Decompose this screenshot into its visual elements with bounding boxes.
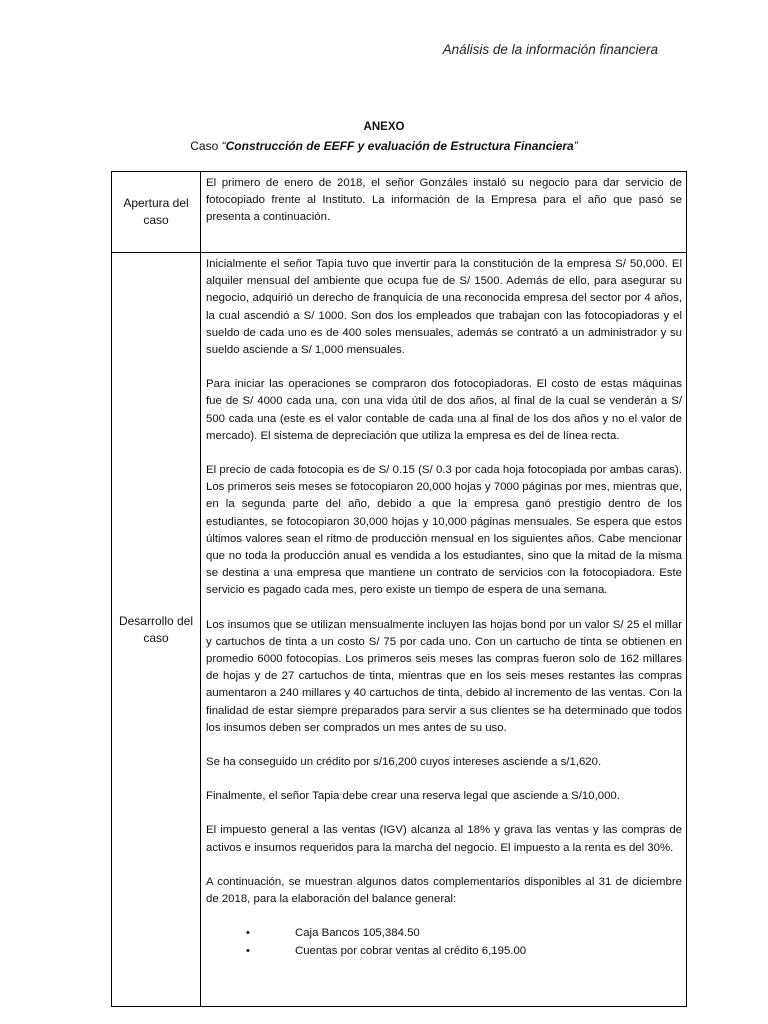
quote-open: “ [221,139,226,153]
list-item [246,943,682,960]
case-title [0,139,768,153]
annex-title: ANEXO [363,121,405,133]
paragraph-pricing: El precio de cada fotocopia es de S/ 0.15 (S/ 0.3 por cada hoja fotocopiada por ambas caras). Los primeros seis meses se fotocopiaron 20,000 hojas y 7000 páginas por mes, mientras que, en la segunda parte del año, debido a que la empresa ganó prestigio dentro de los estudiantes, se fotocopiaron 30,000 hojas y 10,000 páginas mensuales. Se espera que estos últimos valores sean el ritmo de producción mensual en los siguientes años. Cabe mencionar que no toda la producción anual es vendida a los estudiantes, sino que la mitad de la misma se destina a una empresa que mantiene un contrato de servicios con la fotocopiadora. Este servicio es pagado cada mes, pero existe un tiempo de espera de una semana. [206,464,682,597]
paragraph-balance-intro: A continuación, se muestran algunos datos complementarios disponibles al 31 de diciembre de 2018, para la elaboración del balance general: [206,875,682,906]
quote-close: ” [573,139,578,153]
paragraph-supplies: Los insumos que se utilizan mensualmente incluyen las hojas bond por un valor S/ 25 el millar y cartuchos de tinta a un costo S/ 75 por cada uno. Con un cartucho de tinta se obtienen en promedio 6000 fotocopias. Los primeros seis meses las compras fueron solo de 162 millares de hojas y de 27 cartuchos de tinta, mientras que en los seis meses restantes las compras aumentaron a 240 millares y 40 cartuchos de tinta, debido al incremento de las ventas. Con la finalidad de estar siempre preparados para servir a sus clientes se ha determinado que todos los insumos deben ser comprados un mes antes de su uso. [206,618,682,734]
row-content-desarrollo [201,253,687,1007]
paragraph-photocopiers: Para iniciar las operaciones se compraron dos fotocopiadoras. El costo de estas máquinas fue de S/ 4000 cada una, con una vida útil de dos años, al final de la cual se venderán a S/ 500 cada una (este es el valor contable de cada una al final de los dos años y no el valor de mercado). El sistema de depreciación que utiliza la empresa es del de línea recta. [206,378,682,442]
table-row-desarrollo [112,253,687,1007]
paragraph-investment: Inicialmente el señor Tapia tuvo que invertir para la constitución de la empresa S/ 50,000. El alquiler mensual del ambiente que ocupa fue de S/ 1500. Además de ello, para asegurar su negocio, adquirió un derecho de franquicia de una reconocida empresa del sector por 4 años, la cual ascendió a S/ 1000. Son dos los empleados que trabajan con las fotocopiadoras y el sueldo de cada uno es de 400 soles mensuales, además se contrató a un administrador y su sueldo asciende a S/ 1,000 mensuales. [206,258,682,357]
row-label-apertura: Apertura del caso [112,172,201,253]
paragraph-credit: Se ha conseguido un crédito por s/16,200 cuyos intereses asciende a s/1,620. [206,756,602,769]
list-item [246,925,682,942]
case-prefix: Caso [190,139,222,153]
balance-list [206,925,682,959]
paragraph-taxes: El impuesto general a las ventas (IGV) alcanza al 18% y grava las ventas y las compras de activos e insumos requeridos para la marcha del negocio. El impuesto a la renta es del 30%. [206,824,682,854]
row-label-desarrollo: Desarrollo del caso [112,253,201,1007]
row-content-apertura [201,172,687,253]
running-header: Análisis de la información financiera [442,42,658,57]
list-item-text: Cuentas por cobrar ventas al crédito 6,195.00 [295,944,527,957]
table-row-apertura [112,172,687,253]
list-item-text: Caja Bancos 105,384.50 [295,927,420,940]
paragraph-reserve: Finalmente, el señor Tapia debe crear una reserva legal que asciende a S/10,000. [206,790,620,803]
apertura-text: El primero de enero de 2018, el señor Gonzáles instaló su negocio para dar servicio de fotocopiado frente al Instituto. La información de la Empresa para el año que pasó se presenta a continuación. [206,177,682,224]
case-table [111,171,687,1007]
bullet-icon: • [246,927,250,940]
case-name: Construcción de EEFF y evaluación de Estructura Financiera [225,139,574,153]
bullet-icon: • [246,944,250,957]
